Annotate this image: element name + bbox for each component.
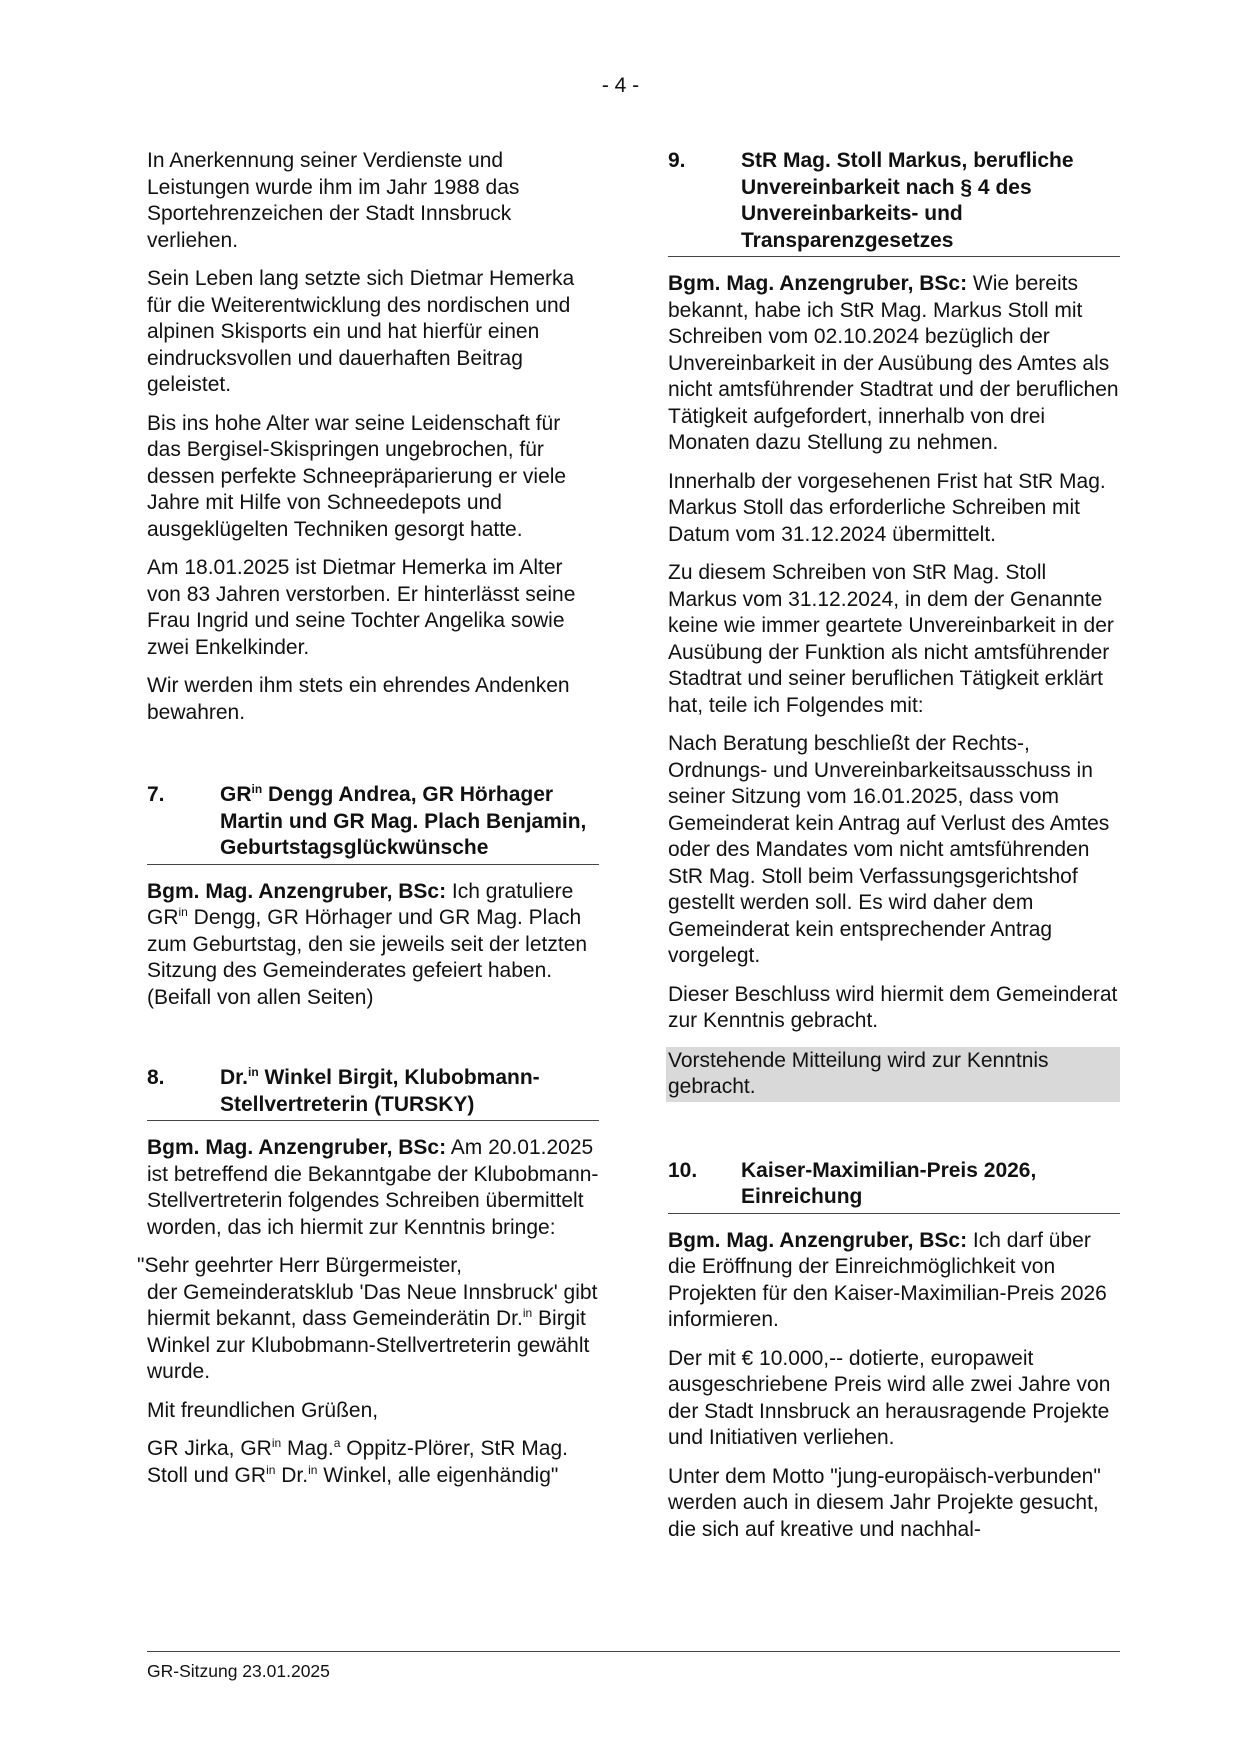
- speaker: Bgm. Mag. Anzengruber, BSc:: [147, 879, 447, 903]
- paragraph: Der mit € 10.000,-- dotierte, europaweit ausgeschriebene Preis wird alle zwei Jahre von der Stadt Innsbruck an herausragende Projekte und Initiativen verliehen.: [668, 1346, 1111, 1449]
- paragraph: Wir werden ihm stets ein ehrendes Andenken bewahren.: [147, 674, 570, 724]
- paragraph: In Anerkennung seiner Verdienste und Leistungen wurde ihm im Jahr 1988 das Sportehrenzeichen der Stadt Innsbruck verliehen.: [147, 149, 520, 252]
- section-7-heading: [147, 782, 599, 865]
- quote-greeting: Mit freundlichen Grüßen,: [147, 1398, 379, 1422]
- right-column: [668, 148, 1120, 1555]
- section-number: 9.: [668, 149, 686, 172]
- section-9-body: Bgm. Mag. Anzengruber, BSc: Wie bereits bekannt, habe ich StR Mag. Markus Stoll mit Schreiben vom 02.10.2024 bezüglich der Unvereinbarkeit in der Ausübung des Amtes als nicht amtsführender Stadtrat und der beruflichen Tätigkeit aufgefordert, innerhalb von drei Monaten dazu Stellung zu nehmen.: [668, 272, 1119, 454]
- paragraph: Nach Beratung beschließt der Rechts-, Ordnungs- und Unvereinbarkeitsausschuss in seiner Sitzung vom 16.01.2025, dass vom Gemeinderat kein Antrag auf Verlust des Amtes oder des Mandates vom nicht amtsführenden StR Mag. Stoll beim Verfassungsgerichtshof gestellt werden soll. Es wird daher dem Gemeinderat kein entsprechender Antrag vorgelegt.: [668, 732, 1110, 967]
- speaker: Bgm. Mag. Anzengruber, BSc:: [668, 1228, 968, 1252]
- section-number: 8.: [147, 1066, 165, 1089]
- left-column: [137, 148, 599, 1501]
- paragraph: Innerhalb der vorgesehenen Frist hat StR Mag. Markus Stoll das erforderliche Schreiben mit Datum vom 31.12.2024 übermittelt.: [668, 469, 1106, 546]
- quote-signature: GR Jirka, $GR^{in}$ Mag.$^a$ Oppitz-Plörer, StR Mag. Stoll und $GR^{in}$ Dr.$^{in}$ Winkel, alle eigenhändig": [147, 1436, 568, 1487]
- section-10-heading: [668, 1158, 1120, 1214]
- section-title: StR Mag. Stoll Markus, berufliche Unvereinbarkeit nach § 4 des Unvereinbarkeits- und Transparenzgesetzes: [741, 149, 1074, 252]
- paragraph: Zu diesem Schreiben von StR Mag. Stoll Markus vom 31.12.2024, in dem der Genannte keine wie immer geartete Unvereinbarkeit in der Ausübung der Funktion als nicht amtsführender Stadtrat und seiner beruflichen Tätigkeit erklärt hat, teile ich Folgendes mit:: [668, 561, 1114, 717]
- paragraph: Bis ins hohe Alter war seine Leidenschaft für das Bergisel-Skispringen ungebrochen, für dessen perfekte Schneepräparierung er viele Jahre mit Hilfe von Schneedepots und ausgeklügelten Techniken gesorgt hatte.: [147, 411, 567, 541]
- section-10-body: Bgm. Mag. Anzengruber, BSc: Ich darf über die Eröffnung der Einreichmöglichkeit von Projekten für den Kaiser-Maximilian-Preis 2026 informieren.: [668, 1228, 1107, 1331]
- section-title: $GR^{in}$ Dengg Andrea, GR Hörhager Martin und GR Mag. Plach Benjamin, Geburtstagsglückwünsche: [220, 782, 587, 859]
- section-title: Kaiser-Maximilian-Preis 2026, Einreichung: [741, 1158, 1037, 1208]
- section-9-heading: [668, 148, 1120, 257]
- section-title: Dr.$^{in}$ Winkel Birgit, Klubobmann-Stellvertreterin (TURSKY): [220, 1065, 540, 1116]
- footer-text: GR-Sitzung 23.01.2025: [147, 1661, 330, 1681]
- decision-note: Vorstehende Mitteilung wird zur Kenntnis gebracht.: [666, 1047, 1120, 1102]
- paragraph: Sein Leben lang setzte sich Dietmar Hemerka für die Weiterentwicklung des nordischen und alpinen Skisports ein und hat hierfür einen eindrucksvollen und dauerhaften Beitrag geleistet.: [147, 267, 575, 396]
- paragraph: Am 18.01.2025 ist Dietmar Hemerka im Alter von 83 Jahren verstorben. Er hinterlässt seine Frau Ingrid und seine Tochter Angelika sowie zwei Enkelkinder.: [147, 556, 576, 659]
- speaker: Bgm. Mag. Anzengruber, BSc:: [147, 1136, 447, 1159]
- page-number: - 4 -: [601, 74, 640, 97]
- quote-block: "Sehr geehrter Herr Bürgermeister, der Gemeinderatsklub 'Das Neue Innsbruck' gibt hiermit bekannt, dass Gemeinderätin Dr.$^{in}$ Birgit Winkel zur Klubobmann-Stellvertreterin gewählt wurde.: [137, 1254, 598, 1383]
- section-8-body: Bgm. Mag. Anzengruber, BSc: Am 20.01.2025 ist betreffend die Bekanntgabe der Klubobmann-Stellvertreterin folgendes Schreiben übermittelt worden, das ich hiermit zur Kenntnis bringe:: [147, 1136, 599, 1239]
- section-7-body: Bgm. Mag. Anzengruber, BSc: Ich gratuliere $GR^{in}$ Dengg, GR Hörhager und GR Mag. Plach zum Geburtstag, den sie jeweils seit der letzten Sitzung des Gemeinderates gefeiert haben. (Beifall von allen Seiten): [147, 879, 588, 1009]
- paragraph: Unter dem Motto "jung-europäisch-verbunden" werden auch in diesem Jahr Projekte gesucht, die sich auf kreative und nachhal-: [668, 1464, 1101, 1541]
- section-number: 7.: [147, 783, 165, 806]
- speaker: Bgm. Mag. Anzengruber, BSc:: [668, 272, 968, 295]
- paragraph: Dieser Beschluss wird hiermit dem Gemeinderat zur Kenntnis gebracht.: [668, 982, 1118, 1032]
- footer-divider: [147, 1651, 1120, 1652]
- section-8-heading: [147, 1065, 599, 1121]
- section-number: 10.: [668, 1158, 698, 1182]
